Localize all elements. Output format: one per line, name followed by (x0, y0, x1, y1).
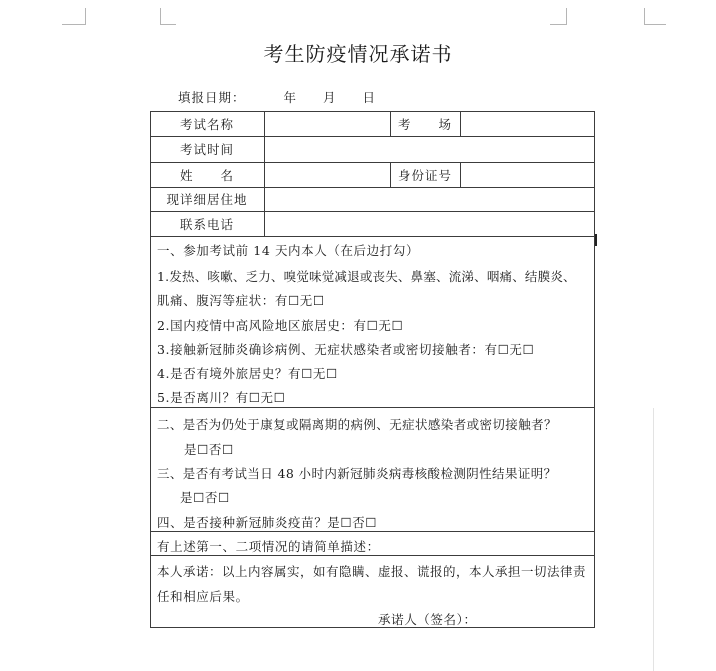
name-label: 姓 名 (179, 167, 234, 183)
address-field[interactable] (265, 188, 594, 211)
section-divider (150, 531, 595, 532)
section4-question[interactable]: 四、是否接种新冠肺炎疫苗？是☐否☐ (157, 515, 378, 530)
page-title: 考生防疫情况承诺书 (263, 42, 453, 66)
report-date-row (178, 88, 376, 106)
table-border-right (594, 111, 595, 628)
corner-mark-top-right-2 (644, 8, 645, 24)
section-divider (150, 407, 595, 408)
phone-field[interactable] (265, 212, 594, 236)
exam-time-label: 考试时间 (179, 142, 234, 157)
section1-item1-line2[interactable]: 肌痛、腹泻等症状：有☐无☐ (157, 293, 325, 308)
section1-item4[interactable]: 4.是否有境外旅居史？有☐无☐ (157, 366, 338, 381)
row-divider (150, 236, 595, 237)
date-day-label: 日 (362, 90, 376, 105)
corner-mark-top-left-2h (160, 24, 176, 25)
text-cursor (595, 234, 597, 246)
address-label: 现详细居住地 (166, 192, 248, 207)
corner-mark-top-left (85, 8, 86, 24)
date-month-label: 月 (322, 90, 337, 105)
page-margin-line (653, 408, 654, 671)
corner-mark-top-left-h (62, 24, 86, 25)
pledge-line1: 本人承诺：以上内容属实，如有隐瞒、虚报、谎报的，本人承担一切法律责 (157, 564, 587, 579)
section2-question: 二、是否为仍处于康复或隔离期的病例、无症状感染者或密切接触者？ (157, 417, 557, 432)
corner-mark-top-left-2 (160, 8, 161, 24)
description-label: 有上述第一、二项情况的请简单描述： (157, 539, 380, 554)
exam-name-label: 考试名称 (179, 116, 234, 132)
corner-mark-top-right-2h (644, 24, 666, 25)
section1-item1-line1: 1.发热、咳嗽、乏力、嗅觉味觉减退或丧失、鼻塞、流涕、咽痛、结膜炎、 (157, 269, 576, 284)
id-number-field[interactable] (461, 163, 594, 187)
section1-heading: 一、参加考试前 14 天内本人（在后边打勾） (157, 243, 420, 258)
report-date-label: 填报日期： (178, 90, 246, 105)
corner-mark-top-right-h (550, 24, 567, 25)
exam-time-field[interactable] (265, 137, 594, 162)
id-number-label: 身份证号 (397, 167, 452, 183)
name-field[interactable] (265, 163, 390, 187)
exam-name-field[interactable] (265, 112, 390, 136)
exam-site-field[interactable] (461, 112, 594, 136)
section1-item2[interactable]: 2.国内疫情中高风险地区旅居史：有☐无☐ (157, 318, 404, 333)
pledge-line2: 任和相应后果。 (157, 589, 249, 604)
corner-mark-top-right (566, 8, 567, 24)
section2-answer[interactable]: 是☐否☐ (184, 442, 234, 457)
section1-item5[interactable]: 5.是否离川？有☐无☐ (157, 390, 286, 405)
section3-answer[interactable]: 是☐否☐ (180, 490, 230, 505)
date-year-label: 年 (283, 90, 297, 105)
signature-label[interactable]: 承诺人（签名）： (378, 612, 477, 627)
phone-label: 联系电话 (179, 216, 234, 232)
section3-question: 三、是否有考试当日 48 小时内新冠肺炎病毒核酸检测阴性结果证明？ (157, 466, 557, 481)
exam-site-label: 考 场 (397, 116, 452, 132)
section1-item3[interactable]: 3.接触新冠肺炎确诊病例、无症状感染者或密切接触者：有☐无☐ (157, 342, 535, 357)
section-divider (150, 555, 595, 556)
table-border-bottom (150, 627, 595, 628)
